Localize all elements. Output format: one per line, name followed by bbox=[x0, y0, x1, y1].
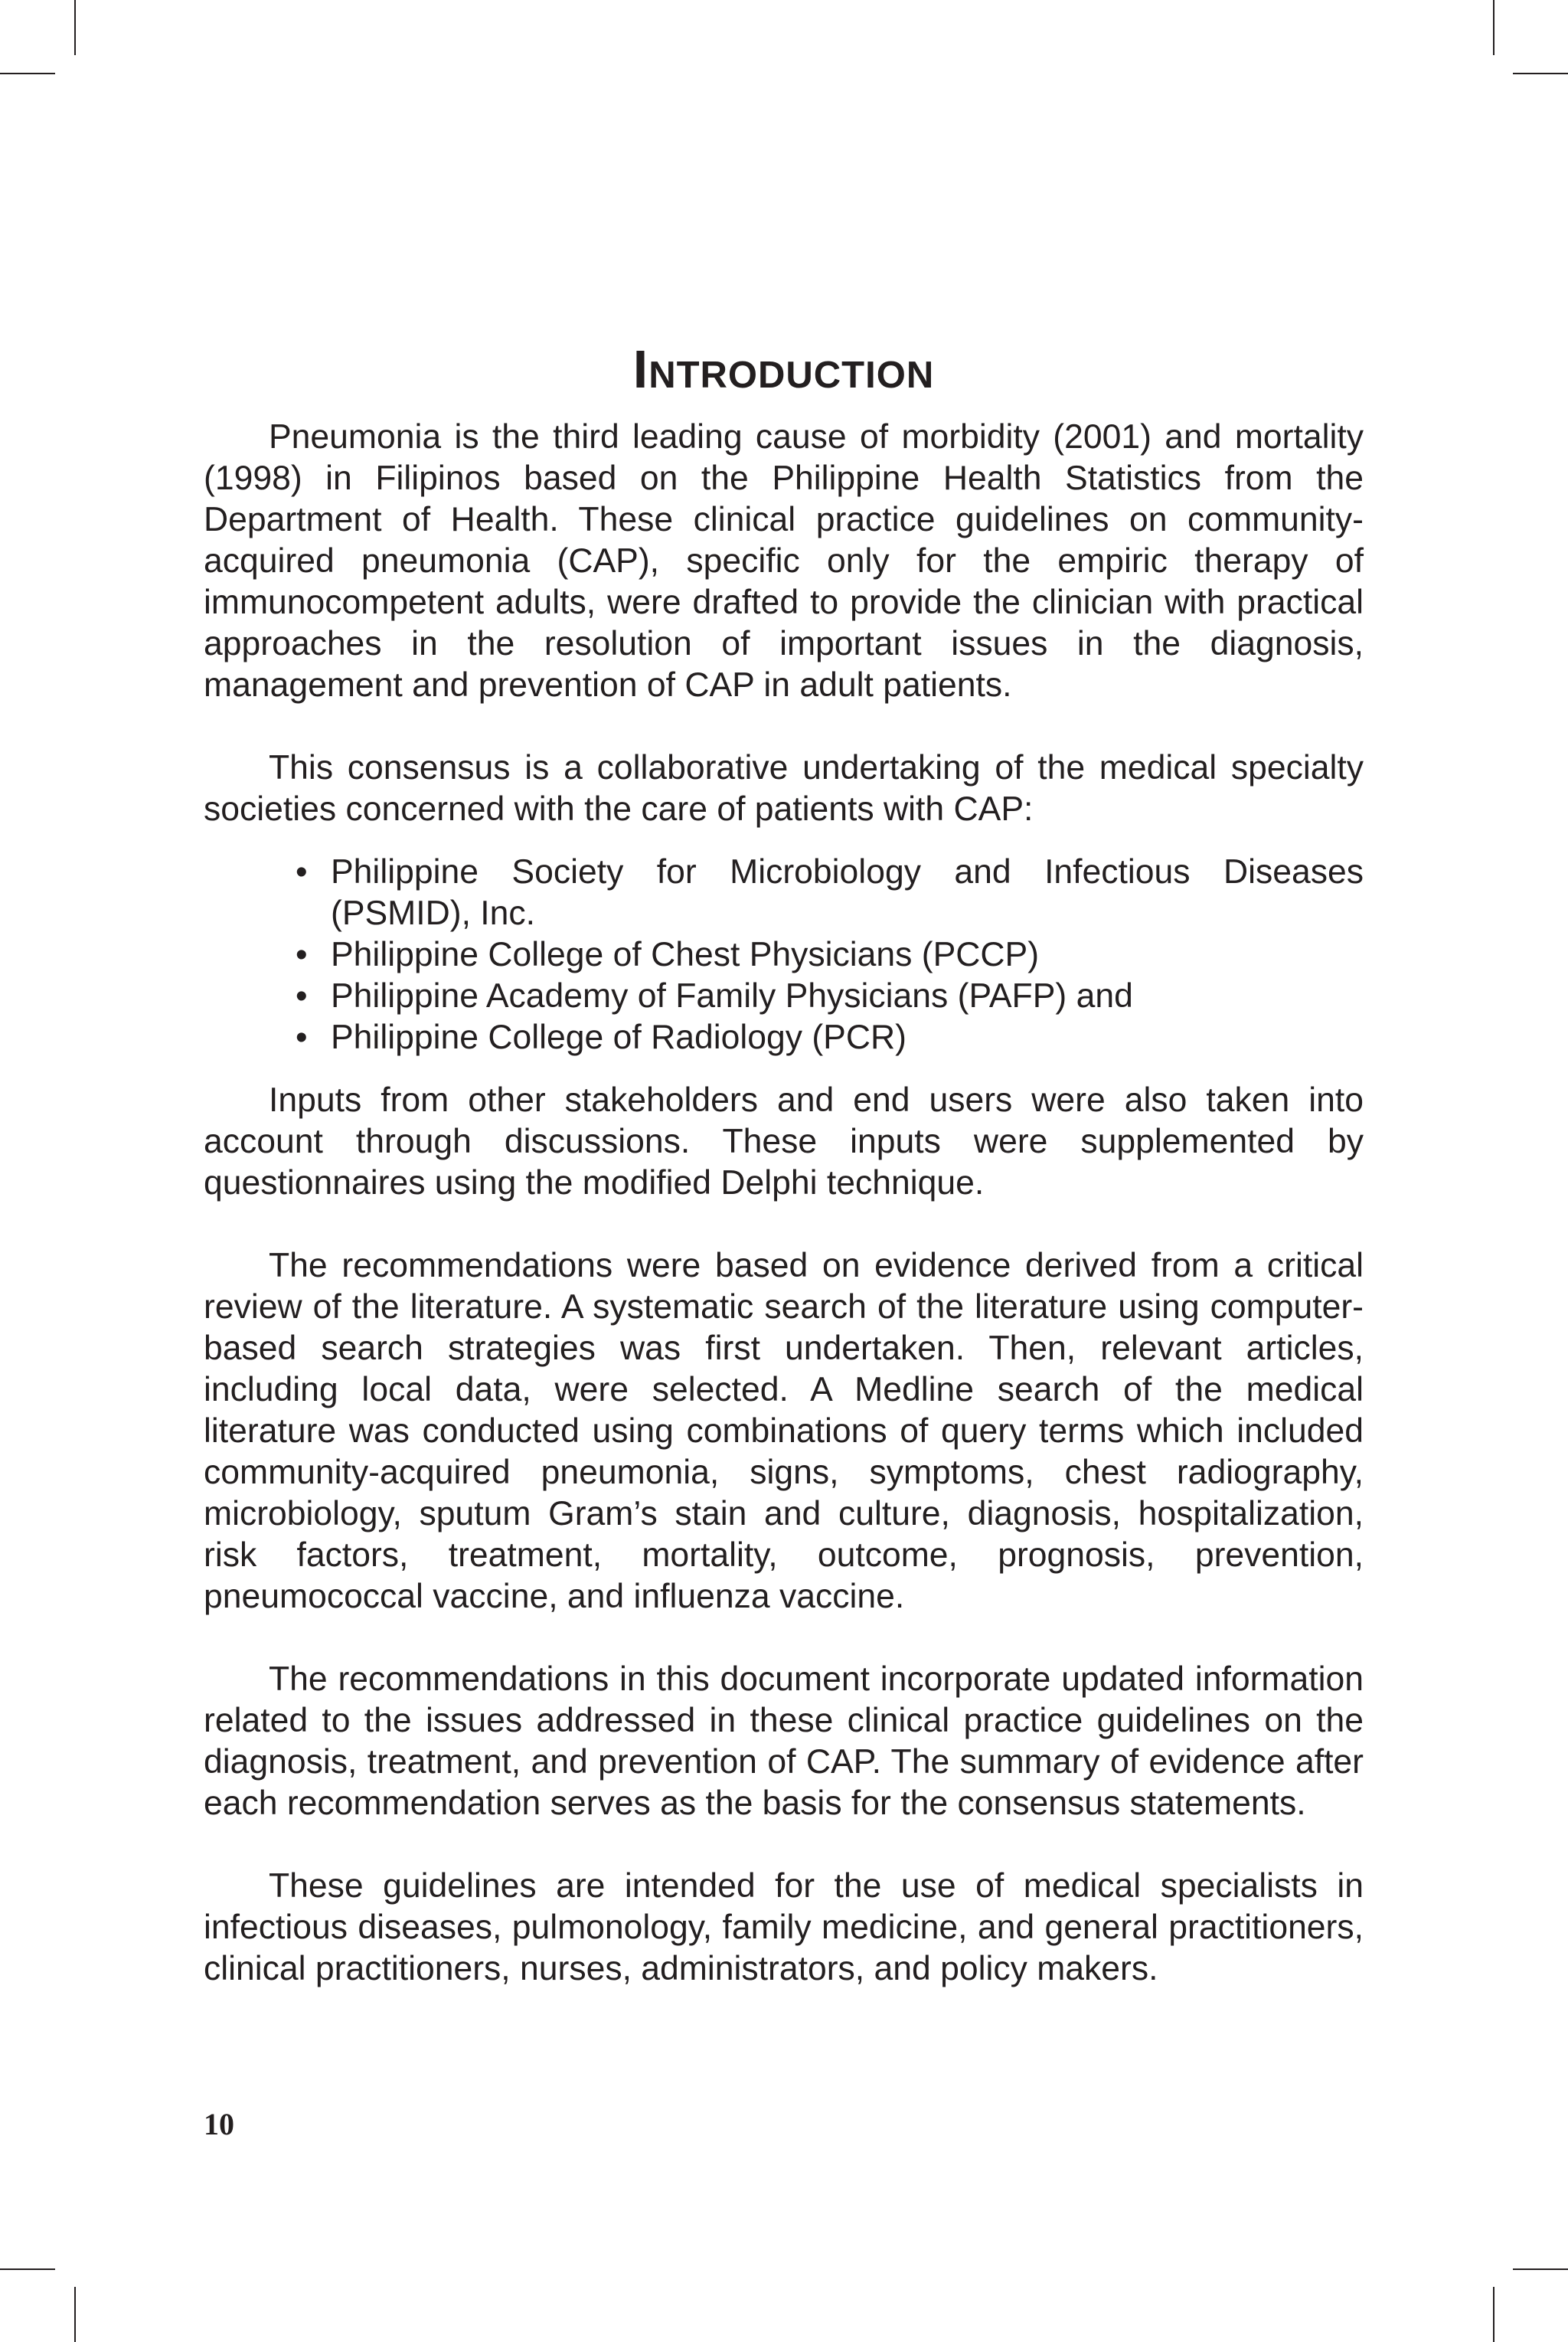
crop-mark bbox=[1493, 2287, 1494, 2342]
society-name: Philippine College of Chest Physicians (PCCP) bbox=[331, 936, 1040, 973]
bullet-icon: • bbox=[296, 977, 308, 1015]
bullet-icon: • bbox=[296, 853, 308, 891]
society-name: Philippine Society for Microbiology and Infectious Diseases (PSMID), Inc. bbox=[331, 853, 1364, 932]
paragraph-audience: These guidelines are intended for the use of medical specialists in infectious diseases, pulmonology, family medicine, and general practitioners, clinical practitioners, nurses, administrators, and policy makers. bbox=[204, 1867, 1364, 1987]
list-item bbox=[296, 934, 1364, 976]
crop-mark bbox=[1493, 0, 1494, 55]
paragraph-updates: The recommendations in this document incorporate updated information related to the issues addressed in these clinical practice guidelines on the diagnosis, treatment, and prevention of CAP. The summary of evidence after each recommendation serves as the basis for the consensus statements. bbox=[204, 1660, 1364, 1822]
crop-mark bbox=[1513, 2268, 1568, 2270]
list-item bbox=[296, 1017, 1364, 1058]
paragraph-inputs: Inputs from other stakeholders and end users were also taken into account through discussions. These inputs were supplemented by questionnaires using the modified Delphi technique. bbox=[204, 1081, 1364, 1202]
crop-mark bbox=[0, 2268, 55, 2270]
crop-mark bbox=[0, 73, 55, 74]
society-name: Philippine Academy of Family Physicians (PAFP) and bbox=[331, 977, 1133, 1015]
crop-mark bbox=[1513, 73, 1568, 74]
page-content bbox=[204, 337, 1364, 1990]
bullet-icon: • bbox=[296, 1019, 308, 1056]
crop-mark bbox=[74, 2287, 76, 2342]
paragraph-recommendations: The recommendations were based on evidence derived from a critical review of the literature. A systematic search of the literature using computer-based search strategies was first undertaken. Then, relevant articles, including local data, were selected. A Medline search of the medical literature was conducted using combinations of query terms which included community-acquired pneumonia, signs, symptoms, chest radiography, microbiology, sputum Gram’s stain and culture, diagnosis, hospitalization, risk factors, treatment, mortality, outcome, prognosis, prevention, pneumococcal vaccine, and influenza vaccine. bbox=[204, 1247, 1364, 1615]
page-title: Introduction bbox=[632, 339, 935, 399]
page-number: 10 bbox=[204, 2107, 234, 2141]
crop-mark bbox=[74, 0, 76, 55]
list-item bbox=[296, 976, 1364, 1017]
paragraph-intro: Pneumonia is the third leading cause of morbidity (2001) and mortality (1998) in Filipinos based on the Philippine Health Statistics from the Department of Health. These clinical practice guidelines on community-acquired pneumonia (CAP), specific only for the empiric therapy of immunocompetent adults, were drafted to provide the clinician with practical approaches in the resolution of important issues in the diagnosis, management and prevention of CAP in adult patients. bbox=[204, 418, 1364, 704]
societies-list bbox=[204, 852, 1364, 1058]
society-name: Philippine College of Radiology (PCR) bbox=[331, 1019, 906, 1056]
bullet-icon: • bbox=[296, 936, 308, 973]
list-item bbox=[296, 852, 1364, 934]
paragraph-consensus: This consensus is a collaborative undertaking of the medical specialty societies concerned with the care of patients with CAP: bbox=[204, 749, 1364, 828]
